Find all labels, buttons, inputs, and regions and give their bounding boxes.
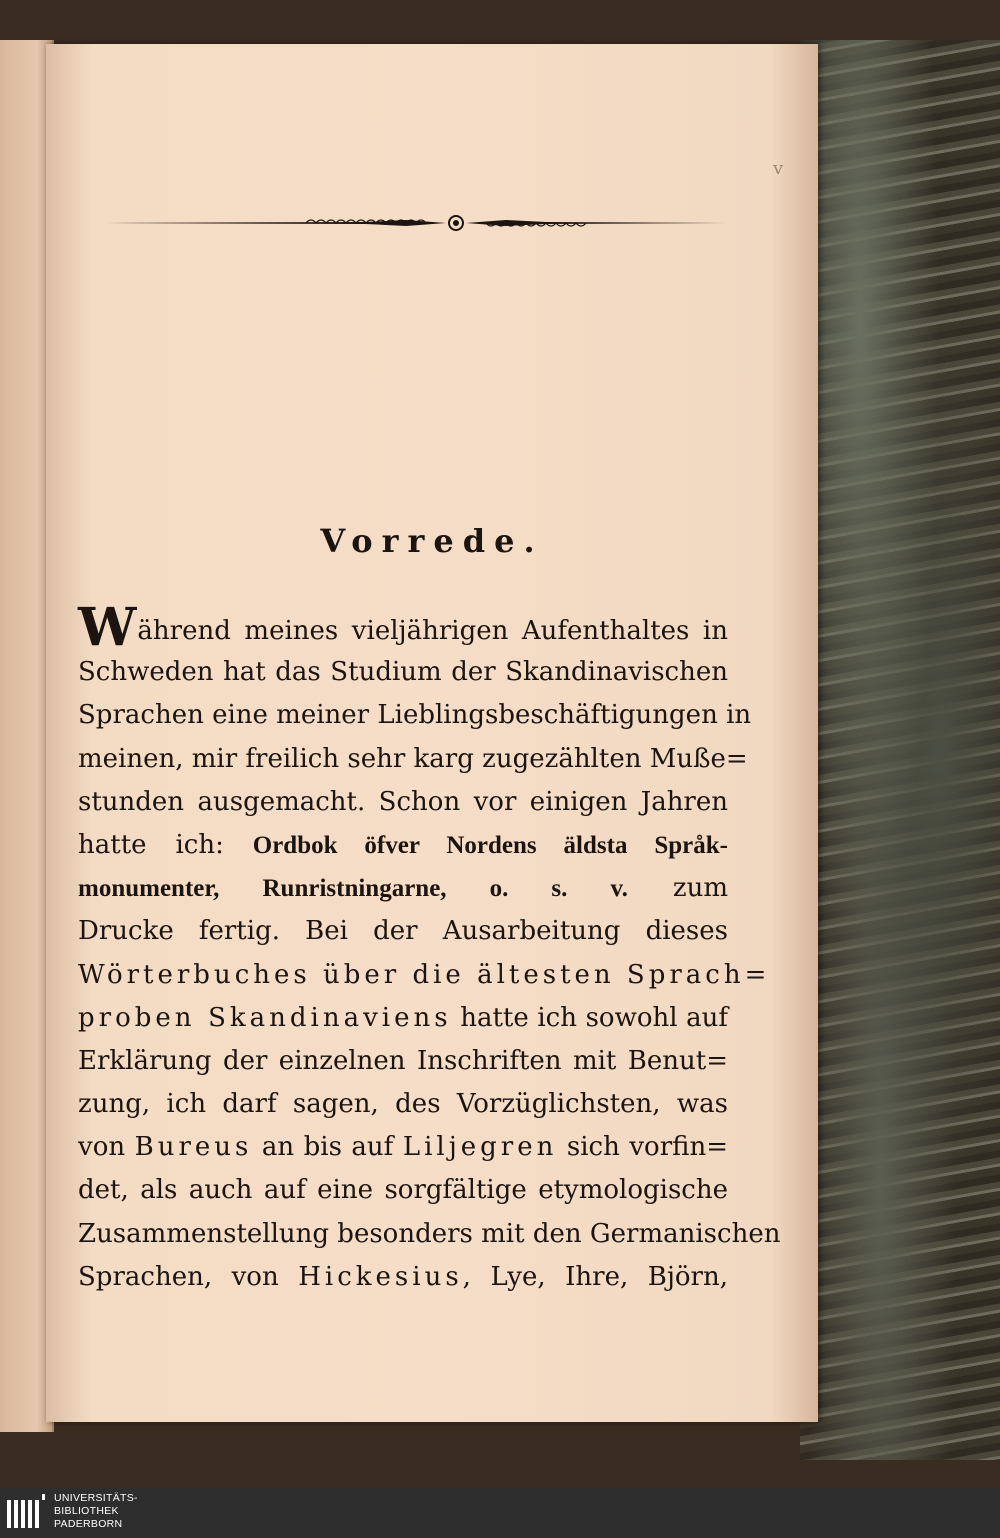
marbled-book-cover (800, 40, 1000, 1460)
text-line: proben Skandinaviens hatte ich sowohl auf (78, 1002, 729, 1033)
text-line: meinen, mir freilich sehr karg zugezählten Muße= (78, 743, 748, 774)
text-line: hatte ich: Ordbok öfver Nordens äldsta Språk- (78, 829, 728, 860)
text-line: Drucke fertig. Bei der Ausarbeitung dieses (78, 916, 728, 947)
drop-capital: W (78, 597, 137, 658)
latin-title-text: Ordbok öfver Nordens äldsta Språk- (252, 831, 728, 859)
text-line: von Bureus an bis auf Liljegren sich vorfin= (78, 1132, 728, 1163)
text-line: monumenter, Runristningarne, o. s. v. zum (78, 873, 728, 904)
text-line: stunden ausgemacht. Schon vor einigen Jahren (78, 786, 728, 817)
text-line: Wörterbuches über die ältesten Sprach= (78, 959, 771, 990)
library-name: UNIVERSITÄTS- BIBLIOTHEK PADERBORN (54, 1492, 138, 1530)
library-footer-bar (0, 1488, 1000, 1538)
ornamental-rule-icon (106, 214, 726, 232)
body-paragraph (78, 597, 781, 1299)
page-title: Vorrede. (320, 522, 544, 560)
text-line: zung, ich darf sagen, des Vorzüglichsten, was (78, 1089, 728, 1120)
page-number: v (773, 158, 784, 179)
text-line: Erklärung der einzelnen Inschriften mit Benut= (78, 1045, 728, 1076)
text-line: det, als auch auf eine sorgfältige etymologische (78, 1175, 728, 1206)
text-line: Sprachen eine meiner Lieblingsbeschäftigungen in (78, 700, 752, 731)
text-line: Sprachen, von Hickesius, Lye, Ihre, Björn, (78, 1261, 728, 1292)
text-line: Während meines vieljährigen Aufenthaltes in (78, 597, 728, 658)
latin-title-text: monumenter, Runristningarne, o. s. v. (78, 875, 628, 903)
text-line: Zusammenstellung besonders mit den Germanischen (78, 1218, 781, 1249)
library-logo-icon (4, 1492, 46, 1534)
text-line: Schweden hat das Studium der Skandinavischen (78, 657, 728, 688)
